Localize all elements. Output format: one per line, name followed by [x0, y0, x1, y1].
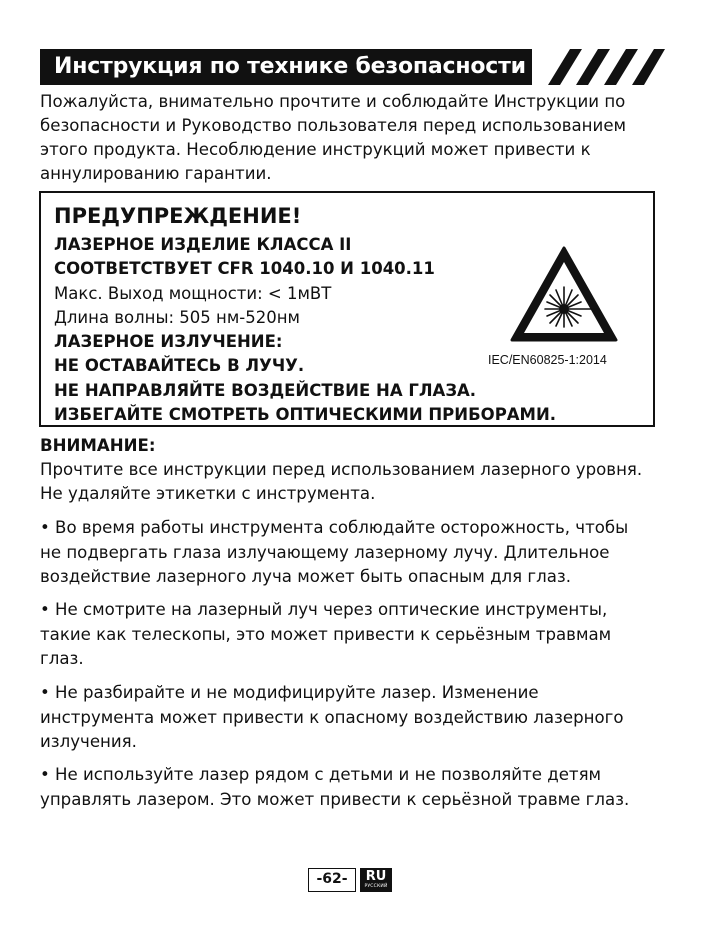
warning-line: НЕ НАПРАВЛЯЙТЕ ВОЗДЕЙСТВИЕ НА ГЛАЗА. [54, 380, 477, 400]
safety-bullet: • Во время работы инструмента соблюдайте осторожность, чтобы не подвергать глаза излучающему лазерному лучу. Длительное воздействие лазерного луча может быть опасным для глаз. [40, 518, 629, 586]
laser-hazard-icon [509, 245, 619, 343]
warning-line: ИЗБЕГАЙТЕ СМОТРЕТЬ ОПТИЧЕСКИМИ ПРИБОРАМИ. [54, 405, 557, 425]
safety-bullet: • Не разбирайте и не модифицируйте лазер. Изменение инструмента может привести к опасному воздействию лазерного излучения. [40, 683, 624, 751]
language-name: РУССКИЙ [364, 884, 388, 889]
section-header [40, 49, 532, 85]
iec-standard-label: IEC/EN60825-1:2014 [488, 353, 607, 367]
language-badge [360, 868, 392, 892]
warning-heading: ПРЕДУПРЕЖДЕНИЕ! [54, 204, 302, 228]
warning-line: ЛАЗЕРНОЕ ИЗЛУЧЕНИЕ: [54, 332, 283, 352]
safety-bullet: • Не используйте лазер рядом с детьми и не позволяйте детям управлять лазером. Это может привести к серьёзной травме глаз. [40, 765, 630, 809]
safety-bullet: • Не смотрите на лазерный луч через оптические инструменты, такие как телескопы, это может привести к серьёзным травмам глаз. [40, 600, 612, 668]
warning-line: ЛАЗЕРНОЕ ИЗДЕЛИЕ КЛАССА II [54, 235, 352, 254]
section-title: Инструкция по технике безопасности [54, 54, 526, 79]
intro-paragraph: Пожалуйста, внимательно прочтите и соблюдайте Инструкции по безопасности и Руководство пользователя перед использованием этого продукта. Несоблюдение инструкций может привести к аннулированию гарантии. [40, 92, 627, 183]
page-number: -62- [308, 868, 356, 892]
caution-title: ВНИМАНИЕ: [40, 436, 156, 455]
warning-line: СООТВЕТСТВУЕТ CFR 1040.10 И 1040.11 [54, 259, 435, 279]
language-code: RU [365, 869, 387, 884]
warning-line: Длина волны: 505 нм-520нм [54, 307, 300, 327]
warning-line: НЕ ОСТАВАЙТЕСЬ В ЛУЧУ. [54, 356, 305, 376]
warning-box [39, 191, 655, 427]
warning-line: Макс. Выход мощности: < 1мВТ [54, 283, 332, 303]
caution-text: Прочтите все инструкции перед использованием лазерного уровня. Не удаляйте этикетки с инструмента. [40, 460, 643, 503]
header-stripes-decoration [530, 49, 665, 85]
